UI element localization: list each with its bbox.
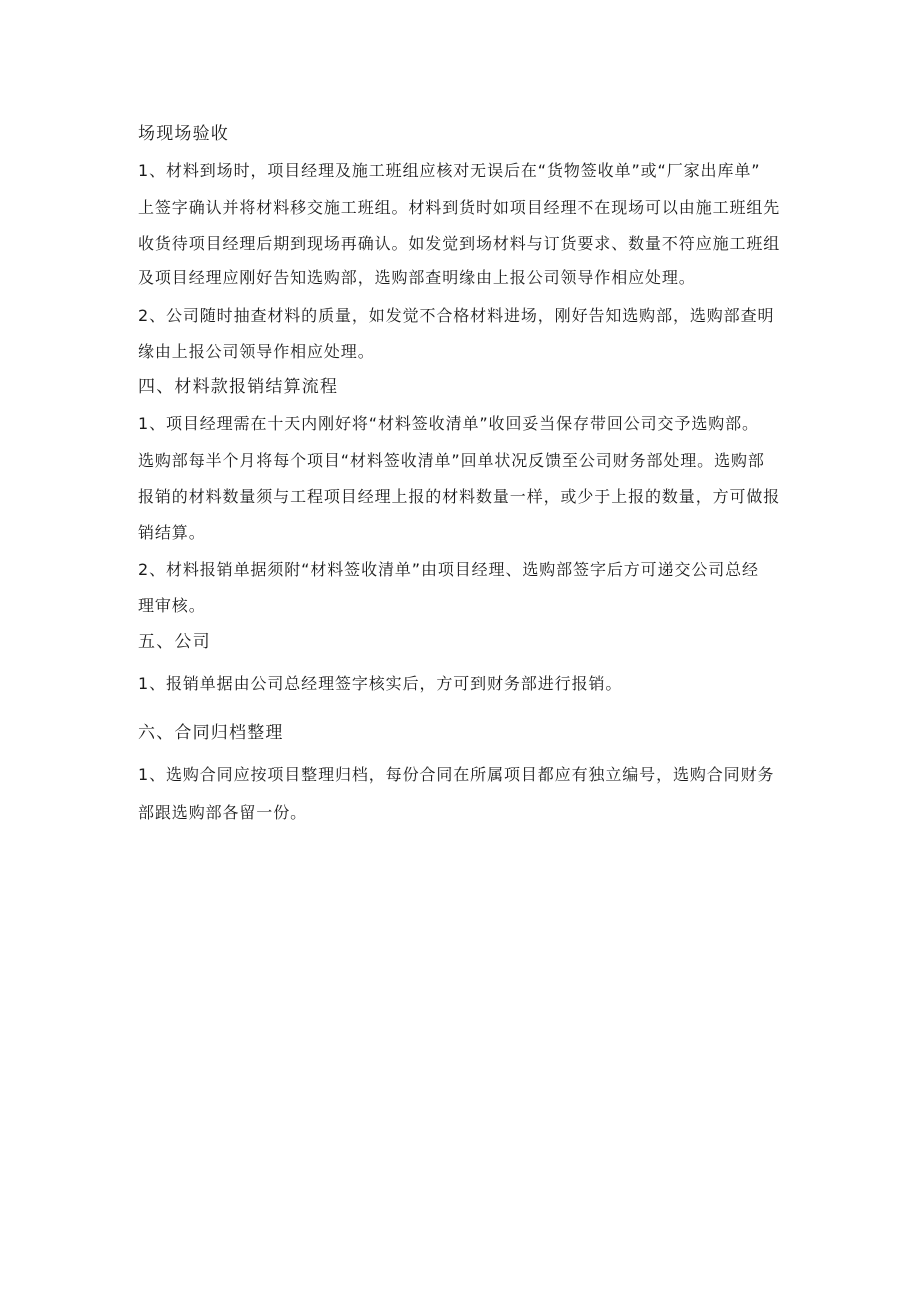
paragraph-line: 部跟选购部各留一份。 <box>138 803 308 822</box>
paragraph-line: 1、项目经理需在十天内刚好将“材料签收清单”收回妥当保存带回公司交予选购部。 <box>138 414 759 433</box>
paragraph-line: 1、材料到场时，项目经理及施工班组应核对无误后在“货物签收单”或“厂家出库单” <box>138 161 761 180</box>
paragraph-line: 2、公司随时抽查材料的质量，如发觉不合格材料进场，刚好告知选购部，选购部查明 <box>138 306 775 325</box>
section-heading-site-inspection: 场现场验收 <box>138 124 229 144</box>
paragraph-line: 销结算。 <box>138 523 206 542</box>
paragraph-line: 缘由上报公司领导作相应处理。 <box>138 342 375 361</box>
paragraph-line: 上签字确认并将材料移交施工班组。材料到货时如项目经理不在现场可以由施工班组先 <box>138 198 781 217</box>
section-heading-5: 五、公司 <box>138 632 211 652</box>
section-heading-4: 四、材料款报销结算流程 <box>138 377 339 397</box>
paragraph-line: 选购部每半个月将每个项目“材料签收清单”回单状况反馈至公司财务部处理。选购部 <box>138 451 765 470</box>
paragraph-line: 理审核。 <box>138 596 206 615</box>
paragraph-line: 收货待项目经理后期到现场再确认。如发觉到场材料与订货要求、数量不符应施工班组 <box>138 234 781 253</box>
paragraph-line: 1、选购合同应按项目整理归档，每份合同在所属项目都应有独立编号，选购合同财务 <box>138 765 775 784</box>
paragraph-line: 2、材料报销单据须附“材料签收清单”由项目经理、选购部签字后方可递交公司总经 <box>138 560 759 579</box>
paragraph-line: 及项目经理应刚好告知选购部，选购部查明缘由上报公司领导作相应处理。 <box>138 268 696 287</box>
section-heading-6: 六、合同归档整理 <box>138 723 284 743</box>
paragraph-line: 1、报销单据由公司总经理签字核实后，方可到财务部进行报销。 <box>138 674 623 693</box>
paragraph-line: 报销的材料数量须与工程项目经理上报的材料数量一样，或少于上报的数量，方可做报 <box>138 487 781 506</box>
